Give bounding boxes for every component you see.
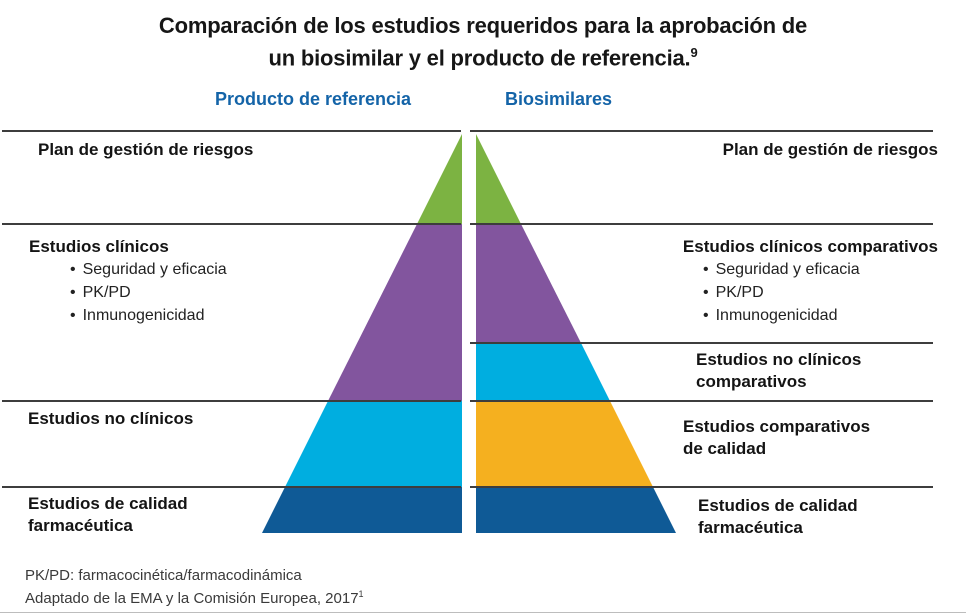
title-reference-superscript: 9 xyxy=(690,45,698,60)
bullet-item xyxy=(703,258,860,281)
divider-line-5-left xyxy=(2,486,461,488)
bullet-item xyxy=(703,281,860,304)
bullet-item xyxy=(70,304,227,327)
ref-label-quality xyxy=(28,493,188,537)
ref-segment-clinical xyxy=(328,224,462,401)
bullet-text: PK/PD xyxy=(715,284,764,301)
bio-label-quality-line1: Estudios de calidad xyxy=(698,496,858,515)
bio-label-clinical: Estudios clínicos comparativos xyxy=(682,237,938,256)
bullet-icon: • xyxy=(703,261,709,278)
bio-label-quality xyxy=(698,495,858,539)
bullet-text: Inmunogenicidad xyxy=(82,307,205,324)
divider-line-5-right xyxy=(470,486,933,488)
bio-segment-comparative-quality xyxy=(476,401,653,487)
footnote-pkpd: PK/PD: farmacocinética/farmacodinámica xyxy=(25,567,302,584)
bullet-text: Seguridad y eficacia xyxy=(82,261,227,278)
bio-label-comparative-quality-line1: Estudios comparativos xyxy=(683,417,871,436)
bio-segment-clinical xyxy=(476,224,581,343)
footnote-source xyxy=(25,585,364,608)
title-line1: Comparación de los estudios requeridos para la aprobación de xyxy=(158,13,808,38)
bio-segment-nonclinical xyxy=(476,343,610,401)
bio-label-risk-plan: Plan de gestión de riesgos xyxy=(722,140,938,159)
divider-line-2-right xyxy=(470,223,933,225)
bio-label-nonclinical xyxy=(696,349,861,393)
divider-line-top-left xyxy=(2,130,461,132)
column-header-reference-product: Producto de referencia xyxy=(215,89,412,109)
bullet-icon: • xyxy=(703,284,709,301)
divider-line-4-left xyxy=(2,400,461,402)
bullet-text: PK/PD xyxy=(82,284,131,301)
ref-segment-risk-plan xyxy=(417,134,462,224)
bullet-icon: • xyxy=(70,307,76,324)
bio-label-quality-line2: farmacéutica xyxy=(698,518,803,537)
divider-line-top-right xyxy=(470,130,933,132)
bio-clinical-bullet-list xyxy=(703,258,860,327)
bio-label-comparative-quality-line2: de calidad xyxy=(683,439,767,458)
divider-line-3-right xyxy=(470,342,933,344)
ref-segment-nonclinical xyxy=(285,401,462,487)
bullet-item xyxy=(70,281,227,304)
bullet-text: Seguridad y eficacia xyxy=(715,261,860,278)
bio-label-comparative-quality xyxy=(683,416,870,460)
bullet-text: Inmunogenicidad xyxy=(715,307,838,324)
footnote-source-text: Adaptado de la EMA y la Comisión Europea, 2017 xyxy=(25,590,359,607)
bullet-item xyxy=(70,258,227,281)
divider-line-2-left xyxy=(2,223,461,225)
footnotes xyxy=(25,567,364,608)
bullet-icon: • xyxy=(70,261,76,278)
divider-line-4-right xyxy=(470,400,933,402)
bio-segment-risk-plan xyxy=(476,134,521,224)
bottom-rule xyxy=(0,612,966,613)
ref-clinical-bullet-list xyxy=(70,258,227,327)
bio-segment-quality xyxy=(476,487,676,533)
bullet-icon: • xyxy=(70,284,76,301)
bio-label-nonclinical-line1: Estudios no clínicos xyxy=(696,350,862,369)
ref-label-quality-line2: farmacéutica xyxy=(28,516,133,535)
ref-label-quality-line1: Estudios de calidad xyxy=(28,494,188,513)
ref-label-nonclinical: Estudios no clínicos xyxy=(28,409,194,428)
ref-label-clinical: Estudios clínicos xyxy=(29,237,169,256)
column-header-biosimilars: Biosimilares xyxy=(505,89,613,109)
footnote-reference-superscript: 1 xyxy=(358,589,364,599)
ref-label-risk-plan: Plan de gestión de riesgos xyxy=(38,140,254,159)
title-line2-text: un biosimilar y el producto de referencia. xyxy=(268,45,691,71)
bullet-icon: • xyxy=(703,307,709,324)
bullet-item xyxy=(703,304,860,327)
bio-label-nonclinical-line2: comparativos xyxy=(696,372,807,391)
ref-segment-quality xyxy=(262,487,462,533)
